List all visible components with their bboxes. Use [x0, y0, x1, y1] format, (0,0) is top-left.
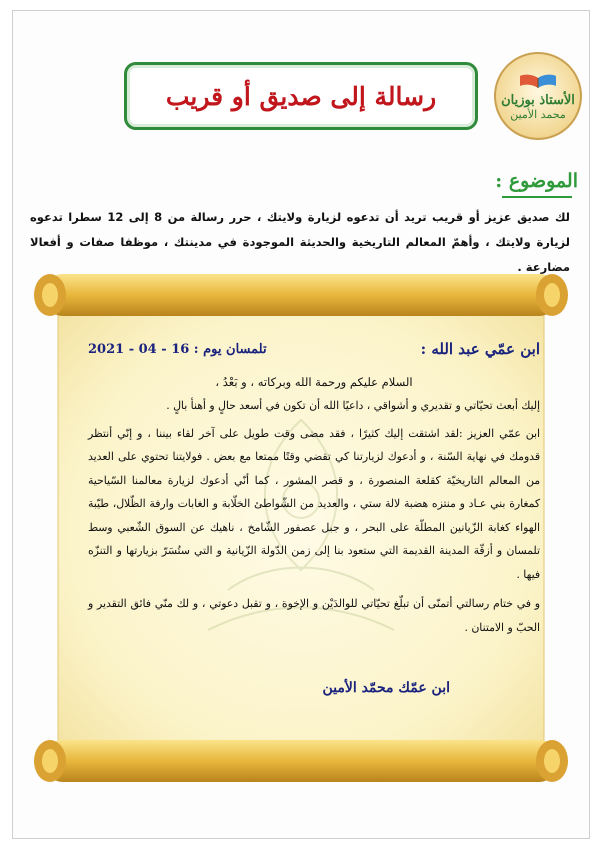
- letter-recipient: ابن عمّي عبد الله :: [420, 340, 540, 358]
- logo-name-line1: الأستاذ بوزيان: [501, 92, 575, 108]
- task-prompt: لك صديق عزيز أو قريب تريد أن تدعوه لزيارة ولايتك ، حرر رسالة من 8 إلى 12 سطرا تدعوه لزيارة ولايتك ، وأهمّ المعالم التاريخية والحديثة الموجودة في مدينتك ، موظفا صفات و أفعالا مضارعة .: [30, 210, 571, 274]
- letter-body: [88, 340, 540, 720]
- logo-name-line2: محمد الأمين: [510, 107, 566, 121]
- letter-salutation: السلام عليكم ورحمة الله وبركاته ، و بَعْدُ ،: [215, 375, 413, 389]
- teacher-logo: [494, 52, 582, 140]
- subject-label: الموضوع :: [495, 170, 578, 192]
- subject-underline: [502, 196, 572, 198]
- page-title: رسالة إلى صديق أو قريب: [165, 81, 437, 111]
- letter-place-date: تلمسان يوم : 16 - 04 - 2021: [88, 342, 267, 357]
- letter-paragraph-intro: إليك أبعث تحيّاتي و تقديري و أشواقي ، داعيًا الله أن تكون في أسعد حالٍ و أهنأ بالٍ .: [166, 399, 540, 412]
- letter-paragraph-main: ابن عمّي العزيز :لقد اشتقت إليك كثيرًا ، فقد مضى وقت طويل على آخر لقاء بيننا ، و إنّي أنتظر قدومك في نهاية السّنة ، و أدعوك لزيارتنا كي تقضي وقتًا ممتعا مع بعض . فولايتنا تحتوي على العديد من المعالم التاريخيّة كقلعة المنصورة ، و قصر المشور ، كما أنّي أدعوك لزيارة معالمنا السّياحية كمغارة بني عـاد و منتزه هضبة لالة ستي ، والعديد من الشّواطئ الخلّابة و الغابات وارفة الظّلال، طيّبة الهواء كغابة الزّيانين المطلّة على البحر ، و جبل عصفور الشّامخ ، ناهيك عن السوق الشّعبي وسط تلمسان و أزقّة المدينة القديمة التي ستعود بنا إلى زمن الدّولة الزّيانية و التي ستُسَرّ بزيارتها و التنزّه فيها .: [88, 426, 540, 581]
- letter-header: [88, 340, 540, 370]
- letter-paragraph-closing: و في ختام رسالتي أتمنّى أن تبلّغ تحيّاتي للوالدَيْن و الإخوة ، و تقبل دعوتي ، و لك منّي فائق التقدير و الحبّ و الامتنان .: [88, 597, 540, 634]
- letter-signature: ابن عمّك محمّد الأمين: [322, 680, 450, 696]
- book-icon: [518, 72, 558, 90]
- title-frame: [124, 62, 478, 130]
